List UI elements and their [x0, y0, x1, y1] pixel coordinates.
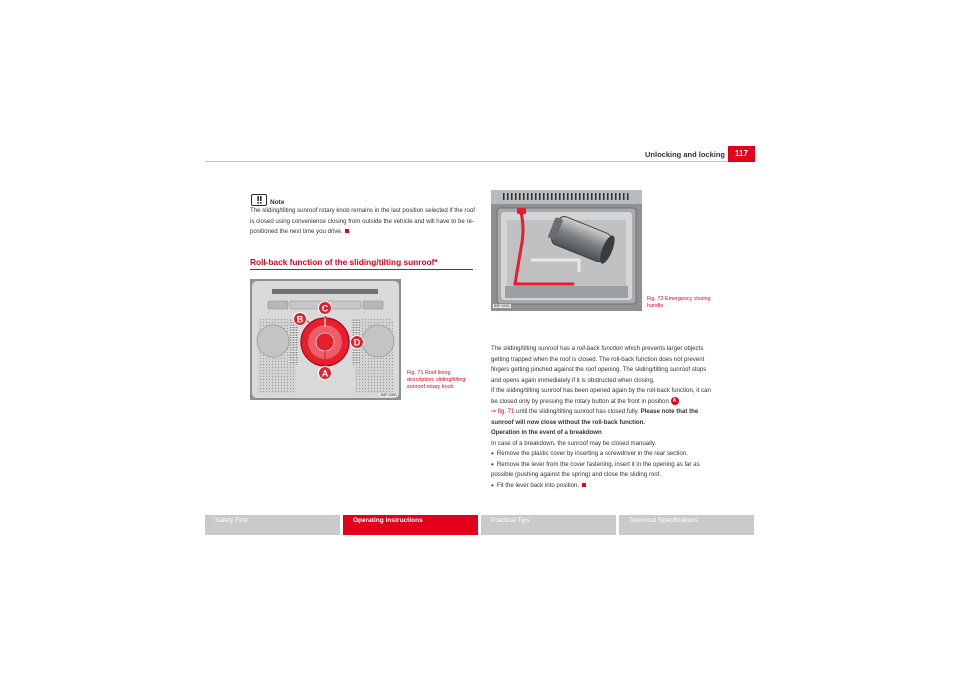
figure-72-image-code: B5P-0030 — [494, 304, 510, 308]
p1-emphasis: roll-back function — [576, 345, 623, 352]
footer-tab-operating-instructions[interactable]: Operating Instructions — [343, 515, 478, 535]
bullet-text: Fit the lever back into position. — [496, 481, 580, 489]
p2-text-b: until the sliding/tilting sunroof has closed fully. — [514, 408, 641, 415]
p2-bold-text: Please note that the sunroof will now close without the roll-back function. — [491, 408, 699, 426]
bullet-item-last — [491, 481, 716, 492]
end-of-section-icon — [345, 229, 349, 233]
note-body: The sliding/tilting sunroof rotary knob remains in the last position selected if the roof is closed using convenience closing from outside the vehicle and will have to be re-positioned the next time you drive. — [250, 207, 475, 235]
section-rule — [250, 269, 473, 270]
fig71-label-b: B — [296, 314, 304, 325]
note-text — [250, 206, 475, 238]
p1-text-b: which prevents larger objects getting trapped when the roof is closed. The roll-back function does not prevent fingers getting pinched against the roof opening. The sliding/tilting sunroof stops and opens again immediately if it is obstructed when closing. — [491, 345, 707, 384]
roll-back-body — [491, 344, 716, 491]
figure-72-emergency-handle — [491, 190, 642, 311]
note-label: Note — [270, 199, 285, 206]
breakdown-text: In case of a breakdown, the sunroof may be closed manually. — [491, 439, 657, 447]
bullet-item: • Remove the plastic cover by inserting a screwdriver in the rear section. — [491, 449, 716, 460]
figure-71-caption: Fig. 71 Roof lining description: sliding/tilting sunroof rotary knob — [407, 370, 466, 390]
page-header-title: Unlocking and locking — [644, 150, 725, 159]
fig71-cross-reference[interactable]: ⇒ fig. 71 — [491, 408, 515, 415]
p2-text-a: If the sliding/tilting sunroof has been opened again by the roll-back function, it can be closed only by pressing the rotary button at the front in position — [491, 387, 711, 405]
header-rule — [205, 161, 728, 162]
footer-tab-safety-first[interactable]: Safety First — [205, 515, 340, 535]
note-icon — [251, 194, 267, 206]
fig71-label-a: A — [321, 368, 329, 379]
footer-tab-technical-specifications[interactable]: Technical Specifications — [619, 515, 754, 535]
fig71-label-c: C — [321, 303, 329, 314]
p1-text-a: The sliding/tilting sunroof has a — [491, 345, 577, 352]
footer-tab-practical-tips[interactable]: Practical Tips — [481, 515, 616, 535]
bullet-item: • Remove the lever from the cover fastening, insert it in the opening as far as possible (pushing against the spring) and close the sliding roof. — [491, 460, 716, 481]
fig71-label-d: D — [353, 337, 361, 348]
page-number: 117 — [728, 146, 755, 162]
end-of-section-icon — [582, 483, 586, 487]
section-heading: Roll-back function of the sliding/tilting sunroof* — [250, 257, 438, 267]
paragraph-roll-back — [491, 344, 716, 386]
position-a-badge: A — [671, 397, 679, 405]
figure-72-caption: Fig. 72 Emergency closing handle — [647, 296, 711, 309]
figure-71-image-code: B5P-0083 — [381, 393, 397, 397]
figure-71-roof-lining — [250, 279, 401, 400]
breakdown-heading: Operation in the event of a breakdown — [491, 429, 602, 436]
paragraph-reclose — [491, 386, 716, 428]
